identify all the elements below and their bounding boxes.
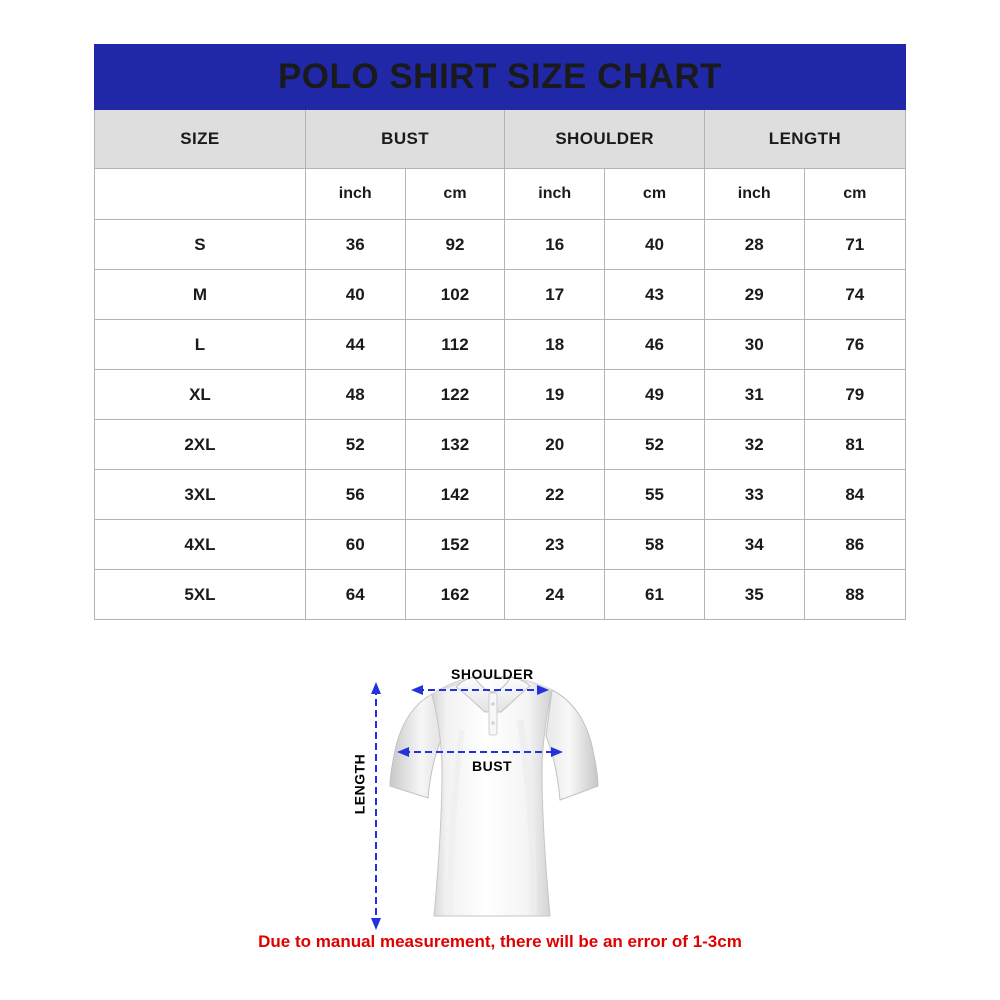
unit-cell-shoulder-inch: inch xyxy=(505,169,605,220)
cell-length-cm: 74 xyxy=(804,270,905,320)
cell-shoulder-inch: 23 xyxy=(505,520,605,570)
unit-cell-shoulder-cm: cm xyxy=(605,169,705,220)
cell-shoulder-cm: 40 xyxy=(605,220,705,270)
cell-length-cm: 86 xyxy=(804,520,905,570)
cell-bust-cm: 112 xyxy=(405,320,505,370)
cell-bust-cm: 162 xyxy=(405,570,505,620)
cell-shoulder-inch: 22 xyxy=(505,470,605,520)
cell-length-inch: 29 xyxy=(704,270,804,320)
cell-size: L xyxy=(95,320,306,370)
cell-shoulder-inch: 19 xyxy=(505,370,605,420)
cell-shoulder-inch: 24 xyxy=(505,570,605,620)
group-header-row xyxy=(95,110,906,169)
cell-shoulder-inch: 16 xyxy=(505,220,605,270)
cell-length-inch: 34 xyxy=(704,520,804,570)
cell-size: 5XL xyxy=(95,570,306,620)
cell-shoulder-cm: 52 xyxy=(605,420,705,470)
cell-shoulder-cm: 46 xyxy=(605,320,705,370)
cell-size: XL xyxy=(95,370,306,420)
cell-size: S xyxy=(95,220,306,270)
page-title: POLO SHIRT SIZE CHART xyxy=(95,45,906,110)
size-chart-container xyxy=(94,44,906,620)
cell-bust-inch: 44 xyxy=(305,320,405,370)
table-row xyxy=(95,520,906,570)
cell-bust-cm: 102 xyxy=(405,270,505,320)
cell-shoulder-inch: 18 xyxy=(505,320,605,370)
cell-length-cm: 81 xyxy=(804,420,905,470)
length-label: LENGTH xyxy=(351,753,368,815)
table-row xyxy=(95,420,906,470)
unit-cell-length-cm: cm xyxy=(804,169,905,220)
column-header-size: SIZE xyxy=(95,110,306,169)
shoulder-label: SHOULDER xyxy=(451,666,534,682)
cell-shoulder-cm: 58 xyxy=(605,520,705,570)
cell-bust-inch: 56 xyxy=(305,470,405,520)
cell-shoulder-cm: 55 xyxy=(605,470,705,520)
cell-length-inch: 35 xyxy=(704,570,804,620)
cell-length-cm: 88 xyxy=(804,570,905,620)
cell-bust-inch: 60 xyxy=(305,520,405,570)
cell-length-inch: 31 xyxy=(704,370,804,420)
cell-size: M xyxy=(95,270,306,320)
cell-size: 2XL xyxy=(95,420,306,470)
cell-length-cm: 76 xyxy=(804,320,905,370)
table-row xyxy=(95,570,906,620)
unit-cell-length-inch: inch xyxy=(704,169,804,220)
cell-bust-inch: 40 xyxy=(305,270,405,320)
unit-cell-bust-inch: inch xyxy=(305,169,405,220)
cell-shoulder-inch: 20 xyxy=(505,420,605,470)
cell-bust-inch: 64 xyxy=(305,570,405,620)
cell-bust-cm: 122 xyxy=(405,370,505,420)
cell-bust-inch: 36 xyxy=(305,220,405,270)
cell-size: 3XL xyxy=(95,470,306,520)
column-header-bust: BUST xyxy=(305,110,505,169)
cell-shoulder-cm: 49 xyxy=(605,370,705,420)
cell-length-inch: 32 xyxy=(704,420,804,470)
table-row xyxy=(95,370,906,420)
column-header-shoulder: SHOULDER xyxy=(505,110,705,169)
cell-length-inch: 33 xyxy=(704,470,804,520)
cell-length-cm: 79 xyxy=(804,370,905,420)
cell-bust-cm: 142 xyxy=(405,470,505,520)
chart-title-row xyxy=(95,45,906,110)
cell-shoulder-cm: 43 xyxy=(605,270,705,320)
table-row xyxy=(95,470,906,520)
column-header-length: LENGTH xyxy=(704,110,905,169)
cell-bust-inch: 48 xyxy=(305,370,405,420)
unit-cell-blank xyxy=(95,169,306,220)
cell-shoulder-inch: 17 xyxy=(505,270,605,320)
bust-label: BUST xyxy=(472,758,513,774)
unit-header-row xyxy=(95,169,906,220)
cell-size: 4XL xyxy=(95,520,306,570)
cell-length-cm: 71 xyxy=(804,220,905,270)
cell-shoulder-cm: 61 xyxy=(605,570,705,620)
unit-cell-bust-cm: cm xyxy=(405,169,505,220)
cell-length-inch: 28 xyxy=(704,220,804,270)
table-row xyxy=(95,270,906,320)
cell-bust-cm: 152 xyxy=(405,520,505,570)
size-chart-table xyxy=(94,44,906,620)
cell-bust-cm: 132 xyxy=(405,420,505,470)
cell-bust-cm: 92 xyxy=(405,220,505,270)
table-row xyxy=(95,220,906,270)
cell-length-inch: 30 xyxy=(704,320,804,370)
cell-bust-inch: 52 xyxy=(305,420,405,470)
table-row xyxy=(95,320,906,370)
measurement-diagram xyxy=(351,636,645,926)
cell-length-cm: 84 xyxy=(804,470,905,520)
measurement-note: Due to manual measurement, there will be an error of 1-3cm xyxy=(258,932,742,951)
